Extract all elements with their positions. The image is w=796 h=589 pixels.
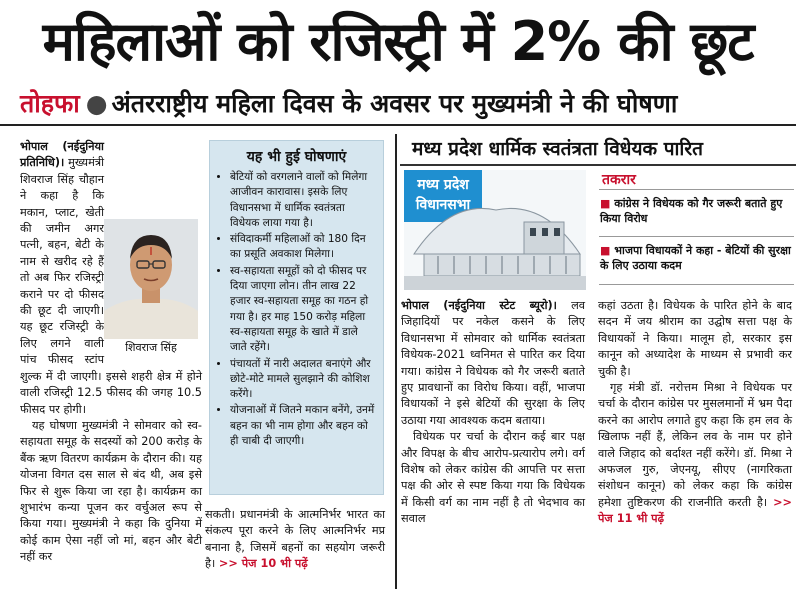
box-title: यह भी हुई घोषणाएं (246, 149, 347, 165)
left-dateline: भोपाल (नईदुनिया प्रतिनिधि)। (20, 140, 104, 170)
section-divider (395, 134, 397, 589)
col3 (401, 298, 585, 528)
announcements-box (209, 140, 384, 495)
col4 (598, 298, 792, 528)
col3-para2: विधेयक पर चर्चा के दौरान कई बार पक्ष और विपक्ष के बीच आरोप-प्रत्यारोप लगे। वर्ग विशेष को लेकर कांग्रेस की आपत्ति पर सत्ता पक्ष की ओर से स्पष्ट किया गया कि विधेयक में किसी वर्ग का नाम नहीं है तो भेदभाव का सवाल (401, 430, 585, 526)
left-para2: यह घोषणा मुख्यमंत्री ने सोमवार को स्व-सहायता समूह के सदस्यों को 200 करोड़ के बैंक ऋण वितरण कार्यक्रम के दौरान की। यह योजना विगत दस साल से बंद थी, अब इसे फिर से शुरू किया जा रहा है। कार्यक्रम का शुभारंभ कन्या पूजन कर वर्चुअल रूप से किया गया। मुख्यमंत्री ने कहा कि दुनिया में कोई काम ऐसा नहीं जो मां, बहन और बेटी नहीं कर (20, 418, 202, 564)
sign-line-2: विधानसभा (415, 197, 471, 213)
takrar-rule (599, 189, 794, 190)
section-underline (400, 164, 796, 166)
bullet-icon: ● (85, 89, 108, 118)
col4-para1: कहां उठता है। विधेयक के पारित होने के बाद सदन में जय श्रीराम का उद्घोष सत्ता पक्ष के विधायकों ने किया। मालूम हो, सरकार इस कानून को अध्यादेश के माध्यम से प्रभावी कर चुकी है। (598, 299, 792, 378)
takrar-item (600, 243, 792, 273)
col2-text: सकती। प्रधानमंत्री के आत्मनिर्भर भारत का संकल्प पूरा करने के लिए आत्मनिर्भर मप्र बनाना है, जिसमें बहनों का सहयोग जरूरी है। (205, 508, 385, 571)
col4-para2: गृह मंत्री डॉ. नरोत्तम मिश्रा ने विधेयक पर चर्चा के दौरान कांग्रेस पर मुसलमानों में भ्रम पैदा करने का आरोप लगाते हुए कहा कि हम लव के खिलाफ नहीं हैं, लेकिन लव के नाम पर होने वाले जिहाद को बर्दाश्त नहीं करेंगे। डॉ. मिश्रा ने अफजल गुरु, जेएनयू, सीएए (नागरिकता संशोधन कानून) को लेकर कहा कि कांग्रेस हमेशा तुष्टिकरण की राजनीति करती है। (598, 381, 792, 509)
takrar-label: तकरार (602, 172, 636, 188)
cm-portrait-image (104, 219, 198, 339)
col3-para1: लव जिहादियों पर नकेल कसने के लिए विधानसभा में सोमवार को धार्मिक स्वतंत्रता विधेयक-2021 ध्वनिमत से पारित कर दिया गया। कांग्रेस ने विधेयक को गैर जरूरी बताते हुए प्रावधानों का विरोध किया। वहीं, भाजपा विधायकों ने इसे बेटियों की सुरक्षा के लिए उठाया गया आवश्यक कदम बताया। (401, 299, 586, 427)
sign-line-1: मध्य प्रदेश (417, 177, 469, 193)
takrar-rule (599, 236, 794, 237)
box-item: • संविदाकर्मी महिलाओं को 180 दिन का प्रसूति अवकाश मिलेगा। (230, 232, 375, 263)
box-item: • स्व-सहायता समूहों को दो फीसद पर दिया जाएगा लोन। तीन लाख 22 हजार स्व-सहायता समूह का गठन हो गया है। हर माह 150 करोड़ महिला स्व-सहायता समूह के खाते में डाले जाते रहेंगे। (230, 264, 375, 356)
box-item: • बेटियों को वरगलाने वालों को मिलेगा आजीवन कारावास। इसके लिए विधानसभा में धार्मिक स्वतंत्रता विधेयक लाया गया है। (230, 170, 375, 231)
col3-dateline: भोपाल (नईदुनिया स्टेट ब्यूरो)। (401, 299, 557, 312)
left-para1: मुख्यमंत्री शिवराज सिंह चौहान ने कहा है कि मकान, प्लाट, खेती की जमीन अगर पत्नी, बहन, बेटी के नाम से खरीद रहे हैं तो अब फिर रजिस्ट्री कराने पर दो फीसद की छूट दी जाएगी। यह छूट रजिस्ट्री के लिए लगने वाली पांच फीसद स्टांप शुल्क में दी जाएगी। इससे शहरी क्षेत्र में होने वाली रजिस्ट्री 12.5 फीसद की जगह 10.5 फीसद पर होगी। (20, 156, 202, 416)
vidhansabha-illustration (404, 170, 586, 290)
box-item: • योजनाओं में जितने मकान बनेंगे, उनमें बहन का भी नाम होगा और बहन को ही चाबी दी जाएगी। (230, 403, 375, 449)
box-list (218, 170, 375, 449)
takrar-item (600, 196, 792, 226)
subheadline (20, 88, 677, 120)
cm-photo (104, 219, 198, 339)
section-title: मध्य प्रदेश धार्मिक स्वतंत्रता विधेयक पारित (412, 138, 703, 160)
takrar-bullet-icon: ■ (600, 244, 611, 257)
takrar-rule (599, 284, 794, 285)
page-10-link[interactable]: >> पेज 10 भी पढ़ें (218, 557, 308, 571)
photo-caption: शिवराज सिंह (125, 341, 177, 354)
takrar-item-text: भाजपा विधायकों ने कहा - बेटियों की सुरक्षा के लिए उठाया कदम (600, 244, 791, 272)
takrar-bullet-icon: ■ (600, 197, 611, 210)
subheadline-text: अंतरराष्ट्रीय महिला दिवस के अवसर पर मुख्यमंत्री ने की घोषणा (111, 89, 678, 118)
page-11-link[interactable]: >> पेज 11 भी पढ़ें (598, 495, 792, 526)
box-item: • पंचायतों में नारी अदालत बनाएंगे और छोटे-मोटे मामले सुलझाने की कोशिश करेंगे। (230, 357, 375, 403)
headline: महिलाओं को रजिस्ट्री में 2% की छूट (42, 10, 754, 73)
col2-bottom (205, 507, 385, 573)
top-rule (0, 124, 796, 126)
takrar-item-text: कांग्रेस ने विधेयक को गैर जरूरी बताते हुए किया विरोध (600, 197, 783, 225)
subheadline-tag: तोहफा (20, 89, 80, 118)
